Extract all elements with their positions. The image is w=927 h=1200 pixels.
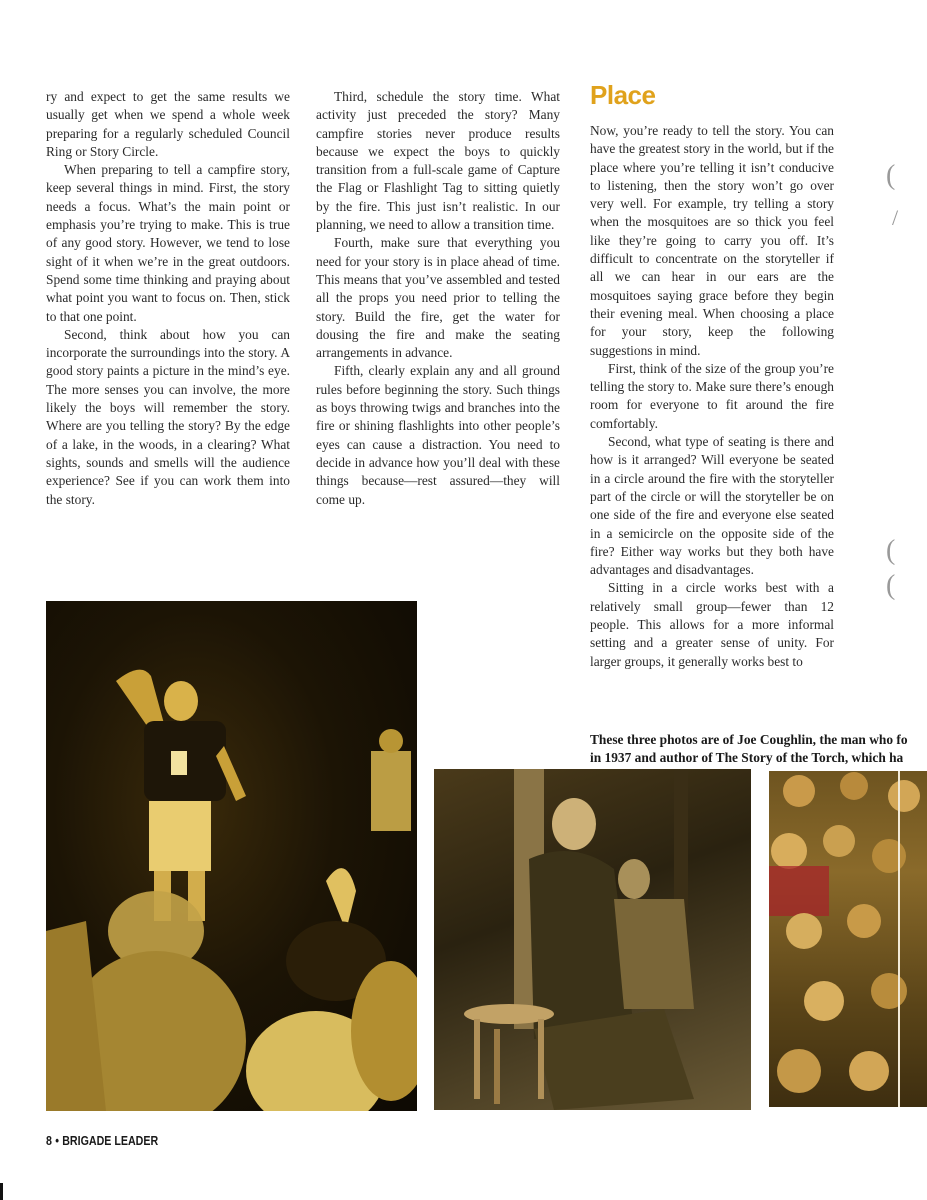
article-column-3 — [590, 122, 834, 671]
scan-artifact: ( — [886, 160, 896, 191]
publication-name: BRIGADE LEADER — [62, 1133, 159, 1148]
paragraph: Fourth, make sure that everything you need for your story is in place ahead of time. This means that you’ve assembled and tested all the props you need prior to telling the story. Build the fire, get the water for dousing the fire and make the seating arrangements in advance. — [316, 235, 560, 361]
scan-artifact: / — [892, 205, 899, 230]
page-number: 8 — [46, 1133, 52, 1148]
photo-boys-audience — [769, 771, 927, 1107]
photo-seated-illustration — [434, 769, 751, 1110]
paragraph: ry and expect to get the same results we usually get when we spend a whole week preparing for a regularly scheduled Council Ring or Story Circle. — [46, 89, 290, 159]
photo-storyteller-campfire — [46, 601, 417, 1111]
scan-edge-mark — [0, 1183, 3, 1200]
page-footer — [46, 1133, 158, 1148]
paragraph: Fifth, clearly explain any and all ground rules before beginning the story. Such things as boys throwing twigs and branches into the fire or shining flashlights into other people’s eyes can cause a distraction. You need to decide in advance how you’ll deal with these things because—rest assured—they will come up. — [316, 363, 560, 507]
photo-joe-coughlin-seated — [434, 769, 751, 1110]
paragraph: Second, what type of seating is there and how is it arranged? Will everyone be seated in a circle around the fire with the storyteller part of the circle or will the storyteller be on one side of the fire and everyone else seated in a semicircle on the opposite side of the fire? Either way works but they both have advantages and disadvantages. — [590, 434, 834, 578]
section-heading-place: Place — [590, 80, 656, 110]
paragraph: Now, you’re ready to tell the story. You can have the greatest story in the world, but if the place where you’re telling it isn’t conducive to listening, then the story won’t go over very well. For example, try telling a story when the mosquitoes are so thick you feel like they’re going to carry you off. It’s difficult to concentrate on the storyteller if all we can hear in our ears are the mosquitoes saying grace before they begin their evening meal. When choosing a place for your story, keep the following suggestions in mind. — [590, 123, 834, 358]
photo-caption — [590, 731, 927, 767]
paragraph: Second, think about how you can incorporate the surroundings into the story. A good story paints a picture in the mind’s eye. The more senses you can involve, the more likely the boys will remember the story. Where are you telling the story? By the edge of a lake, in the woods, in a clearing? What sights, sounds and smells will the audience experience? See if you can work them into the story. — [46, 326, 290, 507]
photo-storyteller-illustration — [46, 601, 417, 1111]
paragraph: First, think of the size of the group you’re telling the story to. Make sure there’s enough room for everyone to fit around the fire comfortably. — [590, 360, 834, 431]
scan-artifact: ( — [886, 535, 896, 566]
article-column-2 — [316, 88, 560, 509]
paragraph: When preparing to tell a campfire story, keep several things in mind. First, the story needs a focus. What’s the main point or emphasis you’re trying to make. This is true of any good story. However, we tend to lose sight of it when we’re in the great outdoors. Spend some time thinking and praying about what point you want to focus on. Then, stick to that one point. — [46, 162, 290, 324]
paragraph: Sitting in a circle works best with a relatively small group—fewer than 12 people. This allows for a more informal setting and a greater sense of unity. For larger groups, it generally works best to — [590, 580, 834, 669]
article-column-1 — [46, 88, 290, 509]
caption-line: These three photos are of Joe Coughlin, the man who fo — [590, 732, 908, 747]
caption-line: in 1937 and author of The Story of the Torch, which ha — [590, 750, 904, 765]
bullet-separator: • — [55, 1133, 59, 1148]
scan-artifact: ( — [886, 570, 896, 601]
photo-crowd-illustration — [769, 771, 927, 1107]
paragraph: Third, schedule the story time. What activity just preceded the story? Many campfire stories never produce results because we expect the boys to quickly transition from a full-scale game of Capture the Flag or Flashlight Tag to sitting quietly by the fire. This just isn’t realistic. In our planning, we need to allow a transition time. — [316, 89, 560, 233]
